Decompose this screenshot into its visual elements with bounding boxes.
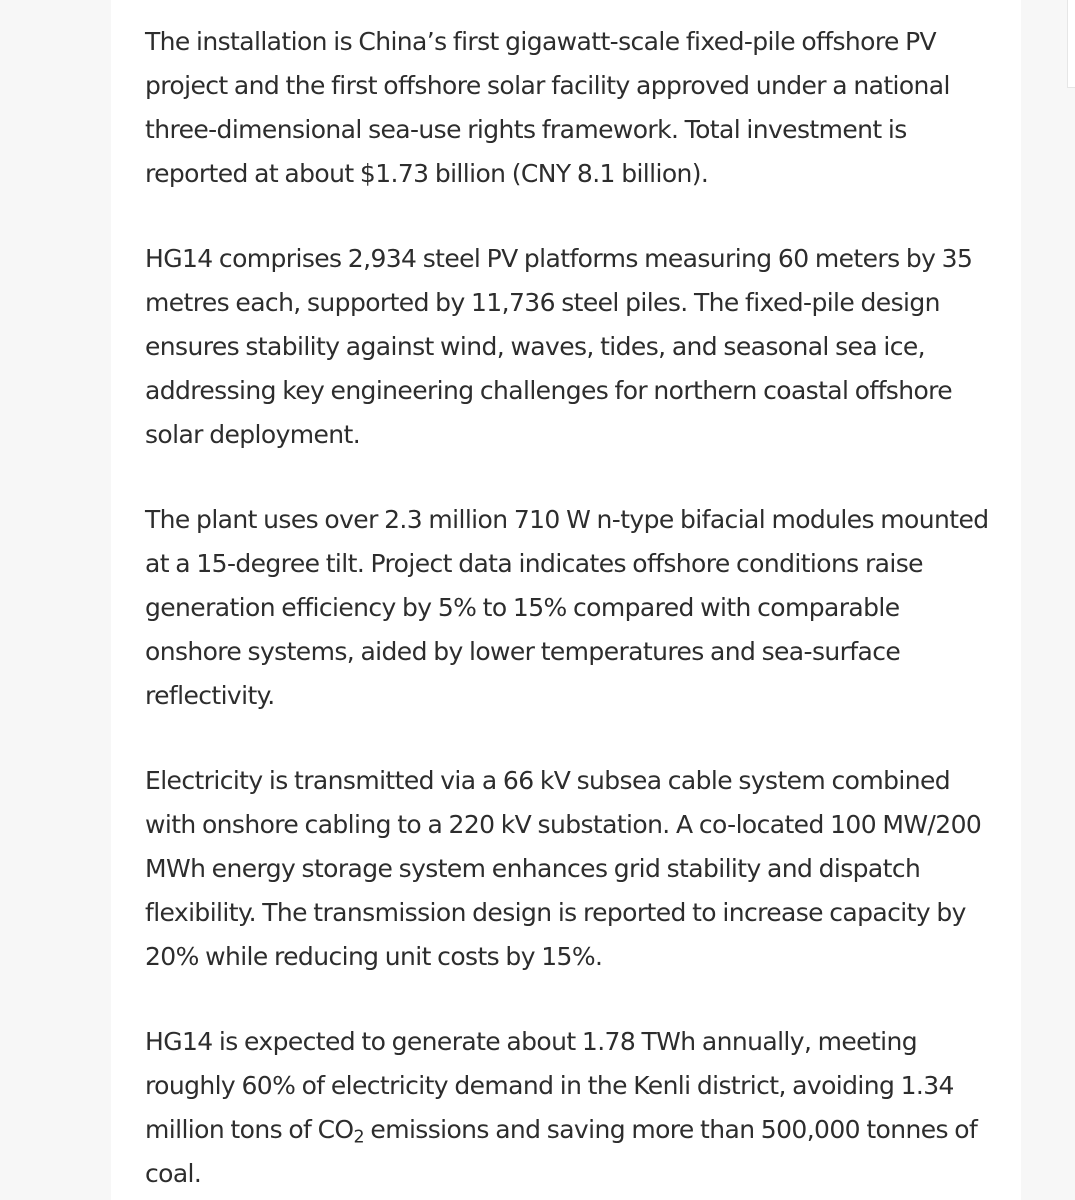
paragraph-generation-impact [145,1020,995,1196]
paragraph-transmission-storage: Electricity is transmitted via a 66 kV subsea cable system combined with onshore cabling to a 220 kV substation. A co-located 100 MW/200 MWh energy storage system enhances grid stability and dispatch flexibility. The transmission design is reported to increase capacity by 20% while reducing unit costs by 15%. [145,766,982,971]
right-rail-edge [1067,0,1075,88]
article-body [145,20,1021,1196]
generation-text-after-co2: emissions and saving more than 500,000 tonnes of coal. [145,1115,978,1188]
generation-text-before-co2: HG14 is expected to generate about 1.78 TWh annually, meeting roughly 60% of electricity demand in the Kenli district, avoiding 1.34 million tons of CO [145,1027,954,1144]
paragraph-platform-structure: HG14 comprises 2,934 steel PV platforms measuring 60 meters by 35 metres each, supported by 11,736 steel piles. The fixed-pile design ensures stability against wind, waves, tides, and seasonal sea ice, addressing key engineering challenges for northern coastal offshore solar deployment. [145,244,973,449]
paragraph-project-overview: The installation is China’s first gigawatt-scale fixed-pile offshore PV project and the first offshore solar facility approved under a national three-dimensional sea-use rights framework. Total investment is reported at about $1.73 billion (CNY 8.1 billion). [145,27,950,188]
co2-subscript: 2 [353,1127,365,1148]
article-card [111,0,1021,1200]
paragraph-module-efficiency: The plant uses over 2.3 million 710 W n-type bifacial modules mounted at a 15-degree tilt. Project data indicates offshore conditions raise generation efficiency by 5% to 15% compared with comparable onshore systems, aided by lower temperatures and sea-surface reflectivity. [145,505,989,710]
